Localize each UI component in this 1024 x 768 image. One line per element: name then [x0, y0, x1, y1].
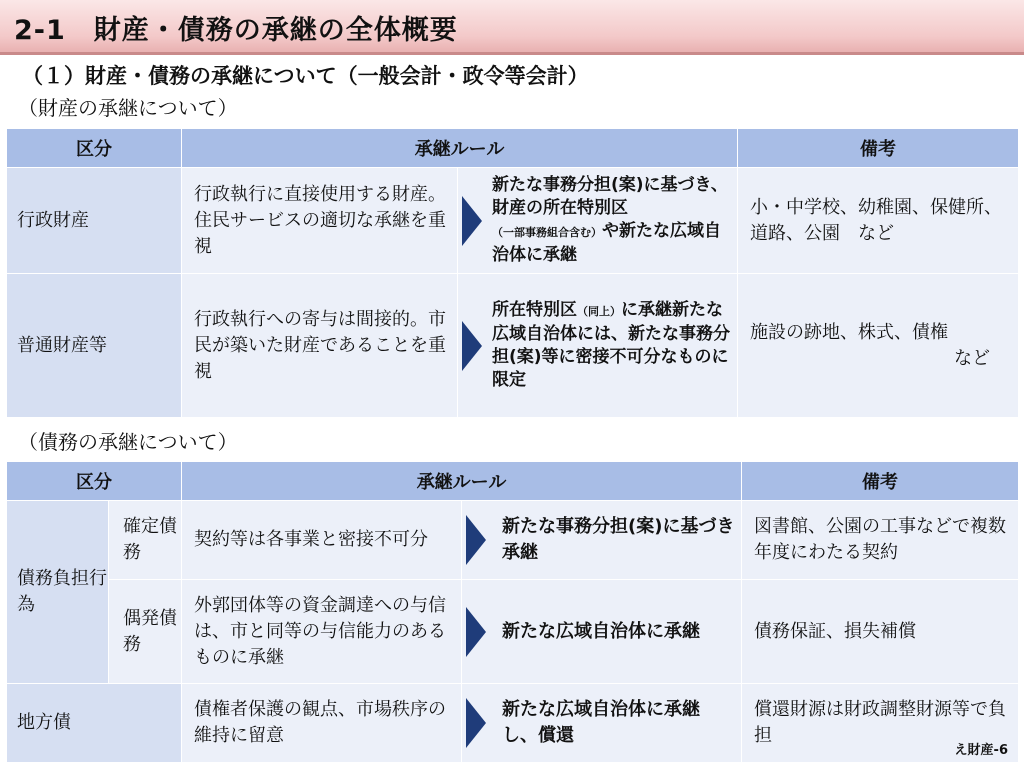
description-cell: 債権者保護の観点、市場秩序の維持に留意 — [182, 684, 462, 763]
rule-cell — [458, 274, 738, 418]
assets-heading: （財産の承継について） — [18, 96, 238, 120]
debts-table — [6, 461, 1019, 763]
rule-text-cont: に承継新たな広域自治体には、新たな事務分担(案)等に密接不可分なものに限定 — [492, 300, 730, 390]
col-note: 備考 — [738, 129, 1019, 168]
arrow-right-icon — [466, 607, 486, 657]
rule-text: 新たな事務分担(案)に基づき、財産の所在特別区 — [492, 175, 728, 218]
rule-text: 所在特別区 — [492, 300, 577, 320]
arrow-right-icon — [462, 321, 482, 371]
rule-text: 新たな広域自治体に承継 — [502, 620, 700, 642]
category-cell: 債務負担行為 — [7, 501, 109, 684]
note-cell: 図書館、公園の工事などで複数年度にわたる契約 — [742, 501, 1019, 580]
arrow-right-icon — [466, 698, 486, 748]
rule-cell — [462, 684, 742, 763]
description-cell: 行政執行に直接使用する財産。住民サービスの適切な承継を重視 — [182, 168, 458, 274]
rule-small-note: （一部事務組合含む） — [492, 226, 602, 239]
subcategory-cell: 偶発債務 — [109, 580, 182, 684]
page-number: え財産-6 — [954, 743, 1008, 758]
category-cell: 行政財産 — [7, 168, 182, 274]
note-cell: 償還財源は財政調整財源等で負担 — [742, 684, 1019, 763]
rule-text: 新たな事務分担(案)に基づき承継 — [502, 516, 735, 563]
rule-text: 新たな広域自治体に承継し、償還 — [502, 699, 700, 746]
note-cell — [738, 274, 1019, 418]
page-title: 2-1 財産・債務の承継の全体概要 — [14, 15, 458, 46]
rule-cell — [458, 168, 738, 274]
section-heading: （１）財産・債務の承継について（一般会計・政令等会計） — [22, 64, 589, 88]
arrow-right-icon — [466, 515, 486, 565]
col-category: 区分 — [7, 462, 182, 501]
note-cell: 小・中学校、幼稚園、保健所、道路、公園 など — [738, 168, 1019, 274]
subcategory-cell: 確定債務 — [109, 501, 182, 580]
note-cell: 債務保証、損失補償 — [742, 580, 1019, 684]
rule-cell — [462, 580, 742, 684]
assets-table — [6, 128, 1019, 418]
description-cell: 行政執行への寄与は間接的。市民が築いた財産であることを重視 — [182, 274, 458, 418]
debts-heading: （債務の承継について） — [18, 430, 238, 454]
note-text-tail: など — [954, 347, 991, 369]
rule-cell — [462, 501, 742, 580]
rule-small-note: （同上） — [577, 305, 621, 318]
col-rule: 承継ルール — [182, 129, 738, 168]
note-text: 施設の跡地、株式、債権 — [750, 321, 949, 343]
col-rule: 承継ルール — [182, 462, 742, 501]
rule-text-cont: や新たな広域自治体に承継 — [492, 221, 721, 265]
description-cell: 契約等は各事業と密接不可分 — [182, 501, 462, 580]
category-cell: 地方債 — [7, 684, 182, 763]
col-category: 区分 — [7, 129, 182, 168]
title-bar — [0, 0, 1024, 55]
category-cell: 普通財産等 — [7, 274, 182, 418]
arrow-right-icon — [462, 196, 482, 246]
description-cell: 外郭団体等の資金調達への与信は、市と同等の与信能力のあるものに承継 — [182, 580, 462, 684]
col-note: 備考 — [742, 462, 1019, 501]
